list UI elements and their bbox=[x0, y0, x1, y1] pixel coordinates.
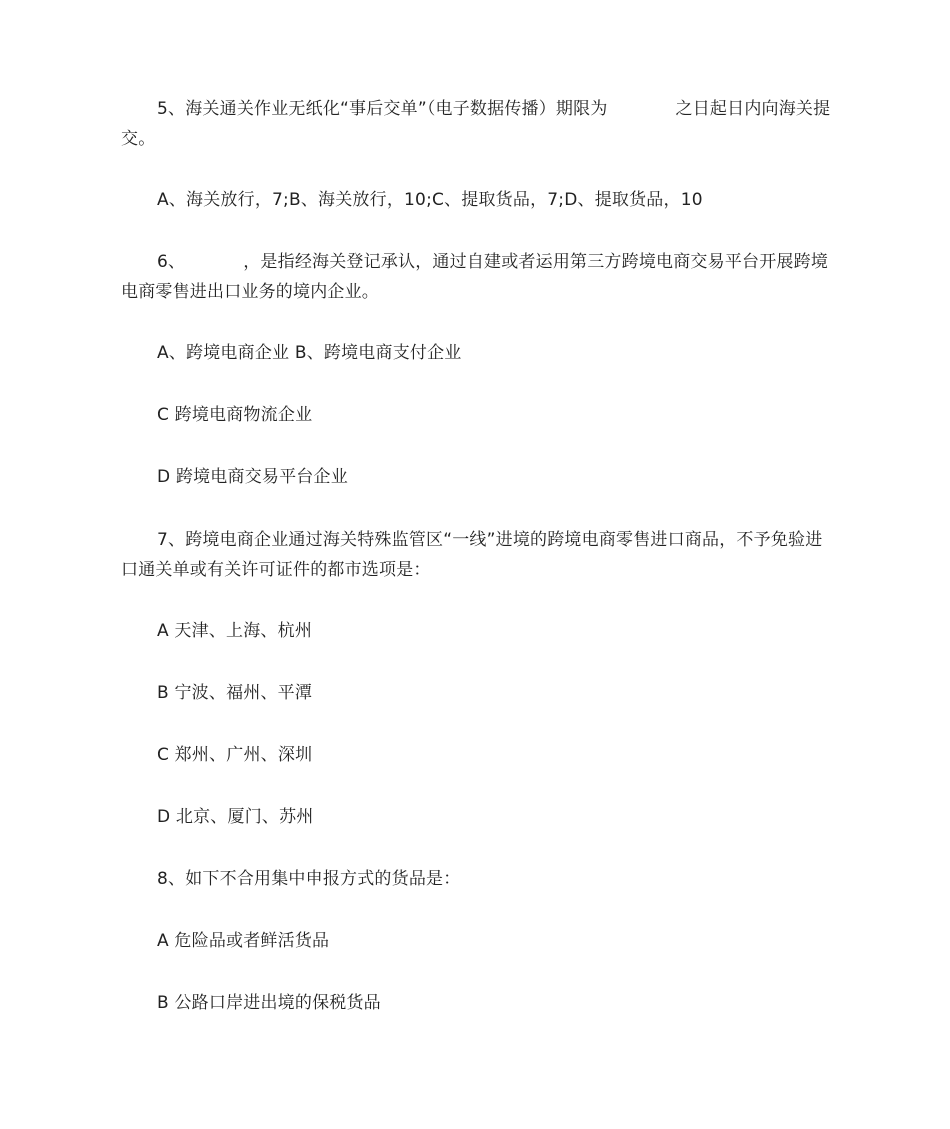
question-6-text: ，是指经海关登记承认，通过自建或者运用第三方跨境电商交易平台开展跨境电商零售进出口业务的境内企业。 bbox=[121, 252, 829, 302]
question-7-option-d: D 北京、厦门、苏州 bbox=[157, 807, 314, 827]
question-8-option-b: B 公路口岸进出境的保税货品 bbox=[157, 993, 381, 1013]
question-6-number: 6、 bbox=[157, 252, 186, 272]
question-6-option-c: C 跨境电商物流企业 bbox=[157, 405, 313, 425]
question-6 bbox=[121, 247, 831, 307]
question-5 bbox=[121, 94, 831, 154]
question-7-option-b: B 宁波、福州、平潭 bbox=[157, 683, 313, 703]
question-8: 8、如下不合用集中申报方式的货品是： bbox=[157, 869, 461, 889]
question-5-options: A、海关放行，7;B、海关放行，10;C、提取货品，7;D、提取货品，10 bbox=[157, 190, 703, 210]
question-6-option-ab: A、跨境电商企业 B、跨境电商支付企业 bbox=[157, 343, 462, 363]
question-7-option-c: C 郑州、广州、深圳 bbox=[157, 745, 313, 765]
question-8-option-a: A 危险品或者鲜活货品 bbox=[157, 931, 330, 951]
question-5-text-end: 之日起日内向海关提交。 bbox=[121, 99, 831, 149]
question-7: 7、跨境电商企业通过海关特殊监管区“一线”进境的跨境电商零售进口商品，不予免验进口通关单或有关许可证件的都市选项是： bbox=[121, 530, 823, 580]
question-6-option-d: D 跨境电商交易平台企业 bbox=[157, 467, 348, 487]
question-5-text-start: 5、海关通关作业无纸化“事后交单”（电子数据传播）期限为 bbox=[157, 99, 608, 119]
question-7-option-a: A 天津、上海、杭州 bbox=[157, 621, 313, 641]
